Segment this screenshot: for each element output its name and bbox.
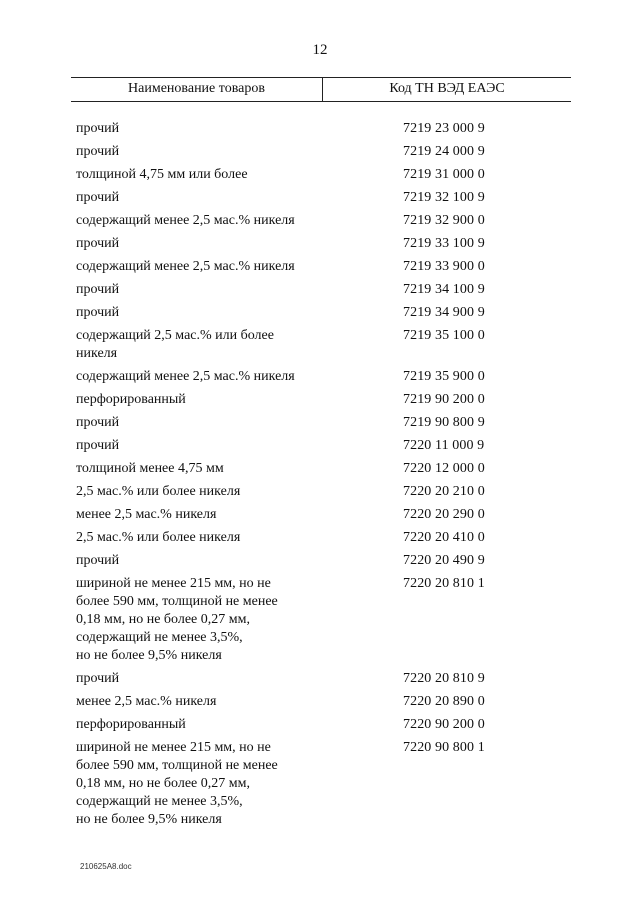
tnved-code-cell: 7220 20 290 0 [403, 507, 485, 522]
goods-name-cell: перфорированный [76, 717, 186, 732]
tnved-code-cell: 7219 34 100 9 [403, 282, 485, 297]
table-header-bottom-rule [71, 101, 571, 102]
page-number: 12 [312, 42, 328, 58]
tnved-code-cell: 7219 33 100 9 [403, 236, 485, 251]
goods-table-body [0, 120, 640, 834]
tnved-code-cell: 7219 32 100 9 [403, 190, 485, 205]
tnved-code-cell: 7220 12 000 0 [403, 461, 485, 476]
table-row [0, 235, 640, 253]
table-row [0, 391, 640, 409]
goods-name-cell: содержащий менее 2,5 мас.% никеля [76, 259, 295, 274]
goods-name-cell: шириной не менее 215 мм, но не более 590 мм, толщиной не менее 0,18 мм, но не более 0,27 мм, содержащий не менее 3,5%, но не более 9,5% никеля [76, 576, 278, 663]
table-row [0, 437, 640, 455]
table-row [0, 368, 640, 386]
tnved-code-cell: 7219 23 000 9 [403, 121, 485, 136]
goods-name-cell: прочий [76, 144, 120, 159]
tnved-code-cell: 7220 20 490 9 [403, 553, 485, 568]
tnved-code-cell: 7220 20 210 0 [403, 484, 485, 499]
goods-name-cell: прочий [76, 415, 120, 430]
tnved-code-cell: 7220 20 810 9 [403, 671, 485, 686]
table-row [0, 529, 640, 547]
goods-name-cell: прочий [76, 282, 120, 297]
tnved-code-cell: 7219 33 900 0 [403, 259, 485, 274]
table-row [0, 693, 640, 711]
tnved-code-cell: 7219 31 000 0 [403, 167, 485, 182]
table-row [0, 414, 640, 432]
goods-name-cell: содержащий менее 2,5 мас.% никеля [76, 369, 295, 384]
tnved-code-cell: 7220 20 410 0 [403, 530, 485, 545]
document-id: 210625A8.doc [80, 862, 132, 871]
tnved-code-cell: 7219 34 900 9 [403, 305, 485, 320]
tnved-code-cell: 7220 90 200 0 [403, 717, 485, 732]
table-row [0, 281, 640, 299]
goods-name-cell: менее 2,5 мас.% никеля [76, 694, 217, 709]
goods-name-cell: прочий [76, 553, 120, 568]
table-header-top-rule [71, 77, 571, 78]
tnved-code-cell: 7219 35 900 0 [403, 369, 485, 384]
tnved-code-cell: 7220 11 000 9 [403, 438, 485, 453]
tnved-code-cell: 7219 35 100 0 [403, 328, 485, 343]
table-row [0, 143, 640, 161]
table-row [0, 304, 640, 322]
goods-name-cell: толщиной менее 4,75 мм [76, 461, 224, 476]
table-row [0, 506, 640, 524]
tnved-code-cell: 7219 32 900 0 [403, 213, 485, 228]
table-row [0, 189, 640, 207]
column-header-name: Наименование товаров [128, 81, 265, 96]
goods-name-cell: 2,5 мас.% или более никеля [76, 484, 241, 499]
goods-name-cell: 2,5 мас.% или более никеля [76, 530, 241, 545]
tnved-code-cell: 7219 90 200 0 [403, 392, 485, 407]
table-row [0, 483, 640, 501]
table-row [0, 120, 640, 138]
goods-name-cell: прочий [76, 190, 120, 205]
goods-name-cell: шириной не менее 215 мм, но не более 590 мм, толщиной не менее 0,18 мм, но не более 0,27 мм, содержащий не менее 3,5%, но не более 9,5% никеля [76, 740, 278, 827]
table-row [0, 460, 640, 478]
goods-name-cell: перфорированный [76, 392, 186, 407]
goods-name-cell: прочий [76, 438, 120, 453]
column-header-code: Код ТН ВЭД ЕАЭС [389, 81, 505, 96]
goods-name-cell: прочий [76, 236, 120, 251]
table-row [0, 575, 640, 665]
table-row [0, 716, 640, 734]
goods-name-cell: прочий [76, 671, 120, 686]
table-row [0, 739, 640, 829]
table-row [0, 212, 640, 230]
table-row [0, 552, 640, 570]
goods-name-cell: толщиной 4,75 мм или более [76, 167, 248, 182]
tnved-code-cell: 7220 20 810 1 [403, 576, 485, 591]
goods-name-cell: прочий [76, 121, 120, 136]
goods-name-cell: менее 2,5 мас.% никеля [76, 507, 217, 522]
tnved-code-cell: 7220 90 800 1 [403, 740, 485, 755]
tnved-code-cell: 7220 20 890 0 [403, 694, 485, 709]
table-row [0, 327, 640, 363]
table-row [0, 670, 640, 688]
goods-name-cell: содержащий менее 2,5 мас.% никеля [76, 213, 295, 228]
tnved-code-cell: 7219 90 800 9 [403, 415, 485, 430]
table-row [0, 258, 640, 276]
goods-name-cell: содержащий 2,5 мас.% или более никеля [76, 328, 274, 361]
tnved-code-cell: 7219 24 000 9 [403, 144, 485, 159]
table-row [0, 166, 640, 184]
goods-name-cell: прочий [76, 305, 120, 320]
